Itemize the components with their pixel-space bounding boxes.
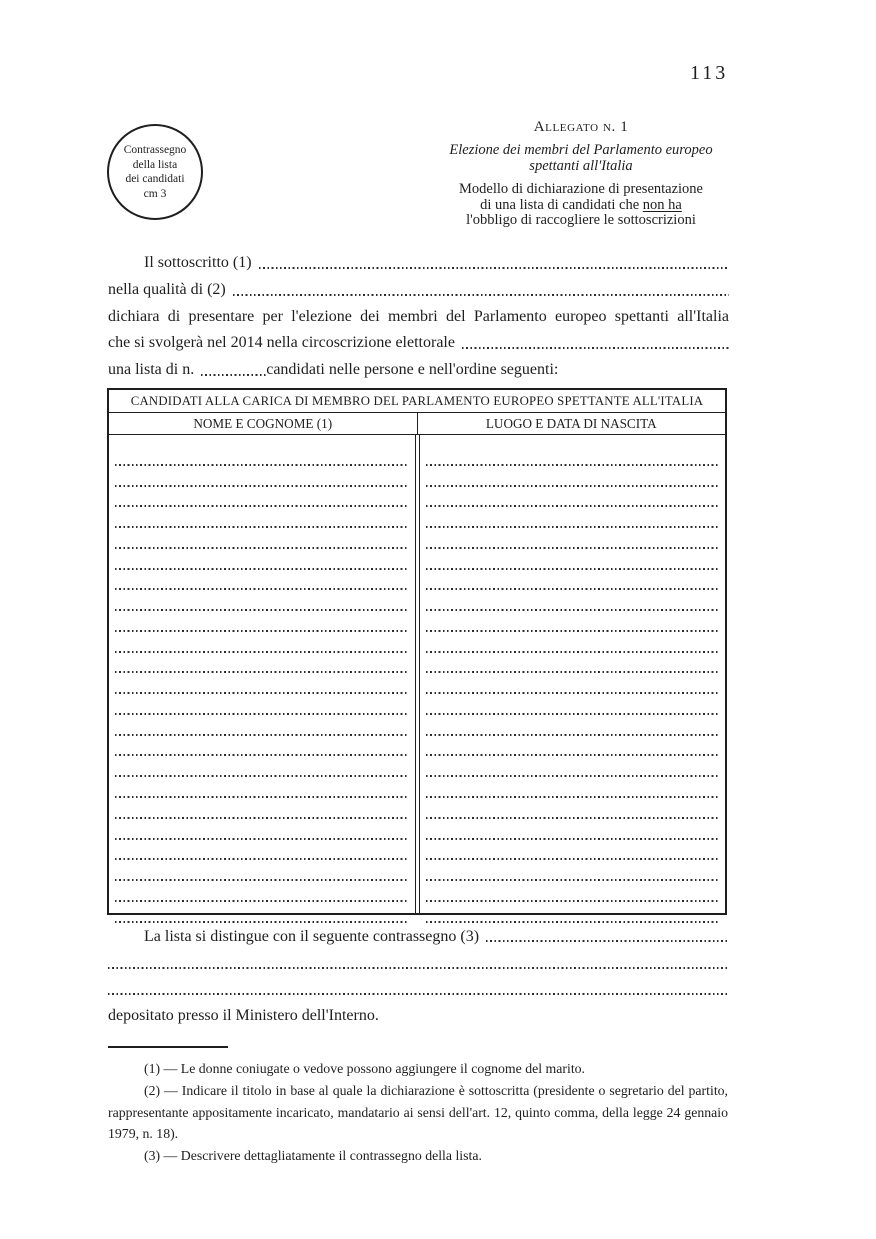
candidate-entry-line	[115, 844, 409, 865]
candidate-entry-line	[115, 677, 409, 698]
candidate-entry-line	[115, 823, 409, 844]
column-header-name: NOME E COGNOME (1)	[109, 413, 418, 434]
candidate-entry-line	[426, 760, 720, 781]
candidate-entry-line	[115, 740, 409, 761]
candidates-table	[107, 388, 727, 915]
candidate-entry-line	[426, 657, 720, 678]
emblem-fill-in-line-3	[108, 977, 729, 1003]
declaration-line-district	[108, 330, 729, 357]
footnote-3: (3) — Descrivere dettagliatamente il contrassegno della lista.	[144, 1148, 482, 1164]
model-line-2-pre: di una lista di candidati che	[480, 196, 643, 213]
declaration-line-count	[108, 357, 729, 384]
footnote-2: (2) — Indicare il titolo in base al quale la dichiarazione è sottoscritta (presidente o segretario del partito, rappresentante appositamente incaricato, mandatario ai sensi dell'art. 12, quinto comma, della legge 24 gennaio 1979, n. 18).	[108, 1082, 728, 1142]
candidate-entry-line	[115, 470, 409, 491]
count-label-post: candidati nelle persone e nell'ordine seguenti:	[266, 361, 559, 379]
candidate-entry-line	[115, 615, 409, 636]
count-label-pre: una lista di n.	[108, 361, 195, 379]
candidate-entry-line	[426, 449, 720, 470]
candidate-entry-line	[426, 864, 720, 885]
model-line-1: Modello di dichiarazione di presentazione	[459, 181, 703, 197]
footnotes	[108, 1046, 728, 1167]
subscriber-fill-in-line	[259, 267, 729, 269]
declaration-line-subscriber	[108, 250, 729, 277]
subscriber-label: Il sottoscritto (1)	[144, 254, 252, 271]
quality-fill-in-line	[233, 294, 729, 296]
emblem-declaration-label: La lista si distingue con il seguente contrassegno (3)	[144, 927, 480, 945]
candidate-entry-line	[426, 885, 720, 906]
table-col-left	[109, 435, 415, 913]
fill-in-line	[108, 967, 729, 969]
emblem-declaration-line	[108, 924, 729, 950]
model-line-2-underlined: non ha	[642, 196, 682, 213]
candidate-entry-line	[426, 594, 720, 615]
candidate-entry-line	[115, 802, 409, 823]
candidate-entry-line	[115, 594, 409, 615]
candidate-entry-line	[426, 574, 720, 595]
footnote-1: (1) — Le donne coniugate o vedove possono aggiungere il cognome del marito.	[144, 1061, 585, 1076]
candidate-entry-line	[426, 719, 720, 740]
candidate-entry-line	[426, 532, 720, 553]
count-fill-in-line	[201, 374, 266, 376]
page-number: 113	[690, 62, 729, 84]
quality-label: nella qualità di (2)	[108, 280, 226, 298]
candidate-entry-line	[115, 491, 409, 512]
column-header-birth: LUOGO E DATA DI NASCITA	[485, 416, 657, 431]
candidates-table-header-row	[109, 413, 725, 435]
annex-header	[430, 119, 732, 229]
list-emblem-caption	[124, 143, 187, 201]
candidate-entry-line	[115, 657, 409, 678]
candidate-entry-line	[426, 781, 720, 802]
fill-in-line	[108, 993, 729, 995]
candidate-entry-line	[115, 532, 409, 553]
model-line-3: l'obbligo di raccogliere le sottoscrizioni	[466, 212, 696, 228]
candidate-entry-line	[115, 636, 409, 657]
candidates-table-caption: CANDIDATI ALLA CARICA DI MEMBRO DEL PARLAMENTO EUROPEO SPETTANTE ALL'ITALIA	[109, 390, 725, 413]
candidate-entry-line	[115, 553, 409, 574]
candidate-entry-line	[115, 864, 409, 885]
annex-number: Allegato n. 1	[533, 119, 629, 135]
emblem-line-3: dei candidati	[125, 173, 185, 185]
emblem-fill-in-line-2	[108, 950, 729, 976]
emblem-fill-in-line	[486, 940, 729, 942]
model-description	[430, 182, 732, 229]
election-title: Elezione dei membri del Parlamento europeo spettanti all'Italia	[449, 142, 713, 174]
declaration-text	[108, 250, 729, 384]
list-emblem-circle	[107, 124, 203, 220]
candidate-entry-line	[426, 511, 720, 532]
candidate-entry-line	[426, 615, 720, 636]
candidate-entry-line	[115, 511, 409, 532]
district-label: che si svolgerà nel 2014 nella circoscrizione elettorale	[108, 334, 455, 352]
candidate-entry-line	[426, 698, 720, 719]
candidate-entry-line	[426, 844, 720, 865]
candidate-entry-line	[115, 781, 409, 802]
deposit-statement: depositato presso il Ministero dell'Interno.	[108, 1006, 379, 1024]
declaration-line-statement: dichiara di presentare per l'elezione dei membri del Parlamento europeo spettanti all'Italia	[108, 307, 729, 325]
emblem-line-4: cm 3	[143, 187, 167, 200]
closing-text	[108, 924, 729, 1029]
emblem-line-2: della lista	[132, 158, 178, 171]
candidate-entry-line	[115, 719, 409, 740]
candidates-table-body	[109, 435, 725, 913]
declaration-line-quality	[108, 277, 729, 304]
candidate-entry-line	[426, 636, 720, 657]
candidate-entry-line	[426, 470, 720, 491]
district-fill-in-line	[462, 347, 729, 349]
footnote-separator-rule	[108, 1046, 228, 1048]
candidate-entry-line	[426, 740, 720, 761]
candidate-entry-line	[426, 677, 720, 698]
candidate-entry-line	[426, 802, 720, 823]
table-col-right	[420, 435, 726, 913]
candidate-entry-line	[115, 760, 409, 781]
candidate-entry-line	[426, 553, 720, 574]
candidate-entry-line	[115, 885, 409, 906]
candidate-entry-line	[115, 449, 409, 470]
model-line-2	[430, 198, 732, 214]
candidate-entry-line	[426, 823, 720, 844]
emblem-line-1: Contrassegno	[123, 144, 187, 156]
candidate-entry-line	[115, 574, 409, 595]
candidate-entry-line	[426, 491, 720, 512]
candidate-entry-line	[115, 698, 409, 719]
